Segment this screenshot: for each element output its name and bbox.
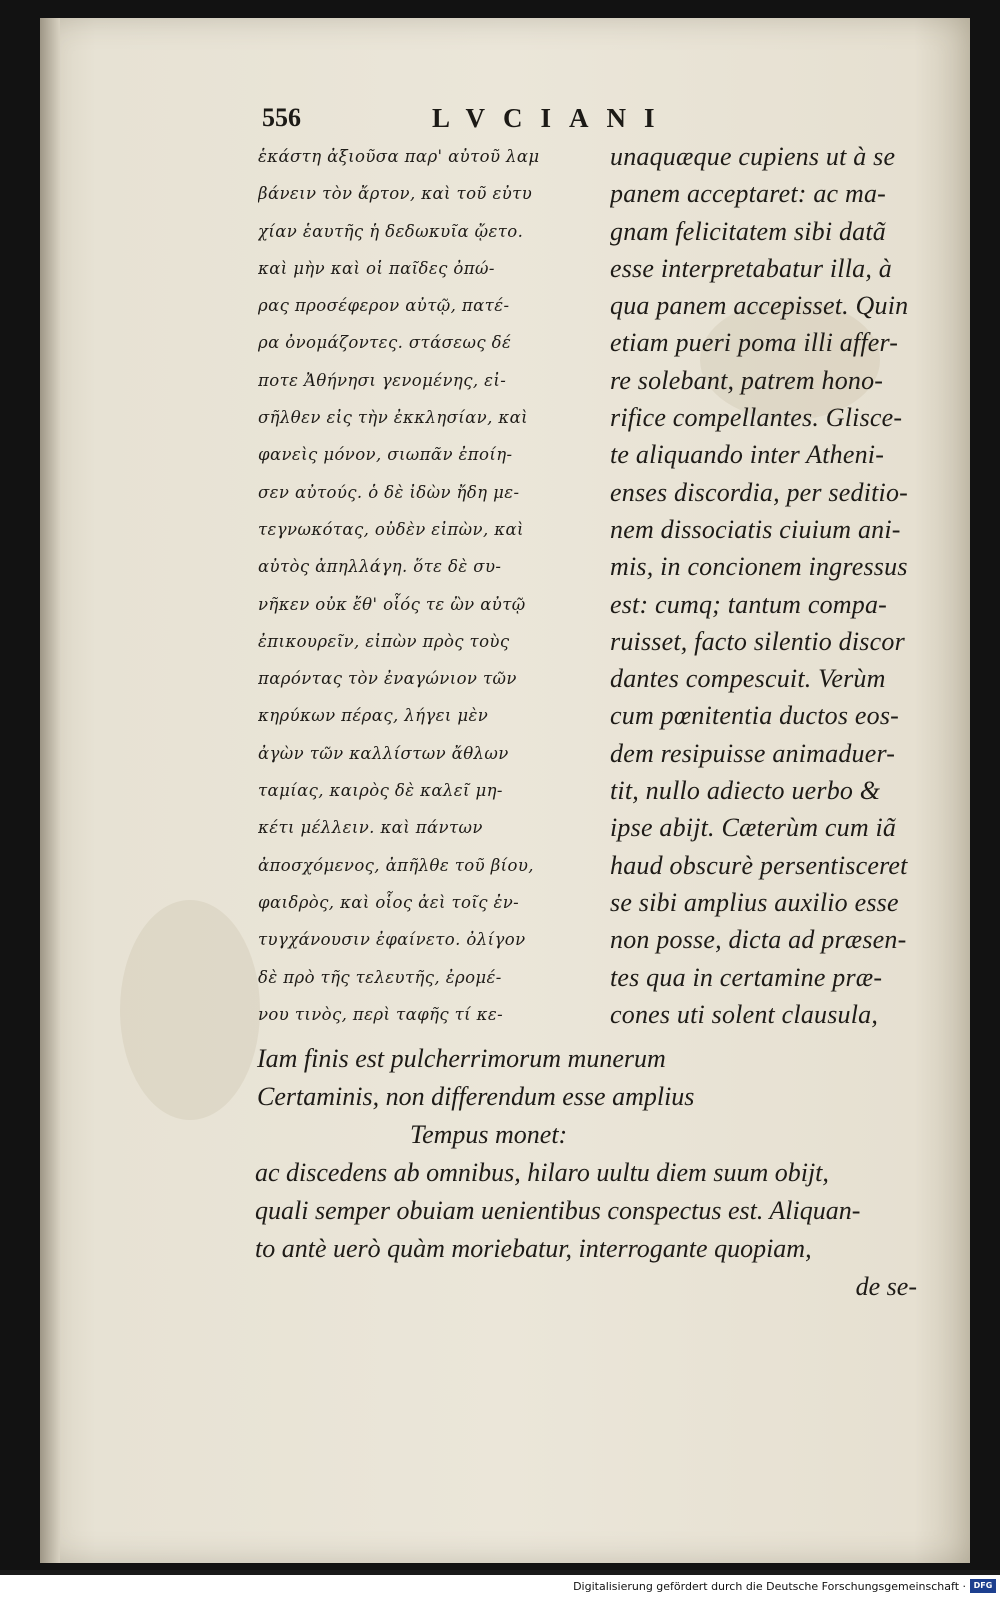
greek-line: ἀποσχόμενος, ἀπῆλθε τοῦ βίου, [258, 855, 534, 875]
latin-line: cum pœnitentia ductos eos- [610, 701, 899, 731]
digitization-credit: Digitalisierung gefördert durch die Deutsche Forschungsgemeinschaft · [573, 1580, 966, 1593]
greek-line: νῆκεν οὐκ ἔθ' οἷός τε ὢν αὐτῷ [258, 594, 526, 614]
greek-line: καὶ μὴν καὶ οἱ παῖδες ὀπώ- [258, 258, 495, 278]
greek-line: τεγνωκότας, οὐδὲν εἰπὼν, καὶ [258, 519, 524, 539]
greek-line: ἐπικουρεῖν, εἰπὼν πρὸς τοὺς [258, 631, 510, 651]
greek-line: βάνειν τὸν ἄρτον, καὶ τοῦ εὐτυ [258, 184, 533, 204]
page-gutter [40, 18, 60, 1563]
latin-line: dantes compescuit. Verùm [610, 664, 886, 694]
greek-line: ρα ὀνομάζοντες. στάσεως δέ [258, 333, 512, 353]
latin-line: mis, in concionem ingressus [610, 552, 908, 582]
latin-line: unaquæque cupiens ut à se [610, 142, 896, 171]
latin-line: esse interpretabatur illa, à [610, 253, 892, 283]
latin-line: est: cumq; tantum compa- [610, 589, 888, 619]
greek-line: φανεὶς μόνον, σιωπᾶν ἐποίη- [258, 445, 513, 465]
latin-line: dem resipuisse animaduer- [610, 738, 896, 768]
verse-line: Iam finis est pulcherrimorum munerum [257, 1044, 666, 1073]
greek-line: τυγχάνουσιν ἐφαίνετο. ὀλίγον [258, 930, 526, 950]
greek-line: ταμίας, καιρὸς δὲ καλεῖ μη- [258, 781, 503, 801]
page-header [262, 100, 732, 136]
greek-line: ἑκάστη ἀξιοῦσα παρ' αὐτοῦ λαμ [258, 147, 540, 166]
prose-line: to antè uerò quàm moriebatur, interrogante quopiam, [255, 1234, 812, 1263]
latin-line: te aliquando inter Atheni- [610, 440, 885, 470]
prose-line: quali semper obuiam uenientibus conspectus est. Aliquan- [255, 1196, 861, 1225]
latin-line: cones uti solent clausula, [610, 999, 879, 1029]
page-number: 556 [262, 103, 301, 132]
greek-column [258, 138, 578, 1033]
verse-line: Tempus monet: [410, 1120, 568, 1149]
greek-line: σεν αὐτούς. ὁ δὲ ἰδὼν ἤδη με- [258, 482, 520, 502]
latin-column [610, 138, 950, 1033]
catchword: de se- [855, 1272, 917, 1301]
greek-line: παρόντας τὸν ἐναγώνιον τῶν [258, 669, 517, 689]
latin-line: gnam felicitatem sibi datã [610, 216, 887, 246]
dfg-logo[interactable]: DFG [970, 1579, 996, 1593]
latin-line: ruisset, facto silentio discor [610, 626, 905, 656]
greek-line: αὐτὸς ἀπηλλάγη. ὅτε δὲ συ- [258, 557, 502, 577]
latin-line: tes qua in certamine præ- [610, 962, 883, 992]
greek-line: ἀγὼν τῶν καλλίστων ἄθλων [258, 743, 509, 763]
latin-line: qua panem accepisset. Quin [610, 291, 909, 321]
latin-line: panem acceptaret: ac ma- [610, 179, 887, 209]
full-width-text [255, 1040, 945, 1306]
greek-line: κέτι μέλλειν. καὶ πάντων [258, 818, 483, 838]
latin-line: etiam pueri poma illi affer- [610, 328, 899, 358]
prose-line: ac discedens ab omnibus, hilaro uultu diem suum obijt, [255, 1158, 829, 1187]
latin-line: non posse, dicta ad præsen- [610, 925, 907, 955]
greek-line: σῆλθεν εἰς τὴν ἐκκλησίαν, καὶ [258, 408, 529, 428]
latin-line: nem dissociatis ciuium ani- [610, 514, 901, 544]
latin-line: tit, nullo adiecto uerbo & [610, 776, 881, 806]
greek-line: νου τινὸς, περὶ ταφῆς τί κε- [258, 1004, 504, 1024]
latin-line: ipse abijt. Cæterùm cum iã [610, 813, 897, 843]
greek-line: ρας προσέφερον αὐτῷ, πατέ- [258, 296, 510, 316]
latin-line: rifice compellantes. Glisce- [610, 403, 903, 433]
latin-line: re solebant, patrem hono- [610, 365, 884, 395]
greek-line: δὲ πρὸ τῆς τελευτῆς, ἐρομέ- [258, 967, 502, 987]
running-head: LVCIANI [432, 102, 673, 133]
paper-stain [120, 900, 260, 1120]
greek-line: χίαν ἑαυτῆς ἡ δεδωκυῖα ᾤετο. [258, 221, 524, 241]
greek-line: ποτε Ἀθήνησι γενομένης, εἰ- [258, 370, 507, 390]
latin-line: se sibi amplius auxilio esse [610, 887, 899, 917]
verse-line: Certaminis, non differendum esse amplius [257, 1082, 695, 1111]
latin-line: haud obscurè persentisceret [610, 850, 908, 880]
greek-line: φαιδρὸς, καὶ οἷος ἀεὶ τοῖς ἐν- [258, 892, 520, 912]
greek-line: κηρύκων πέρας, λήγει μὲν [258, 706, 489, 726]
latin-line: enses discordia, per seditio- [610, 477, 909, 507]
